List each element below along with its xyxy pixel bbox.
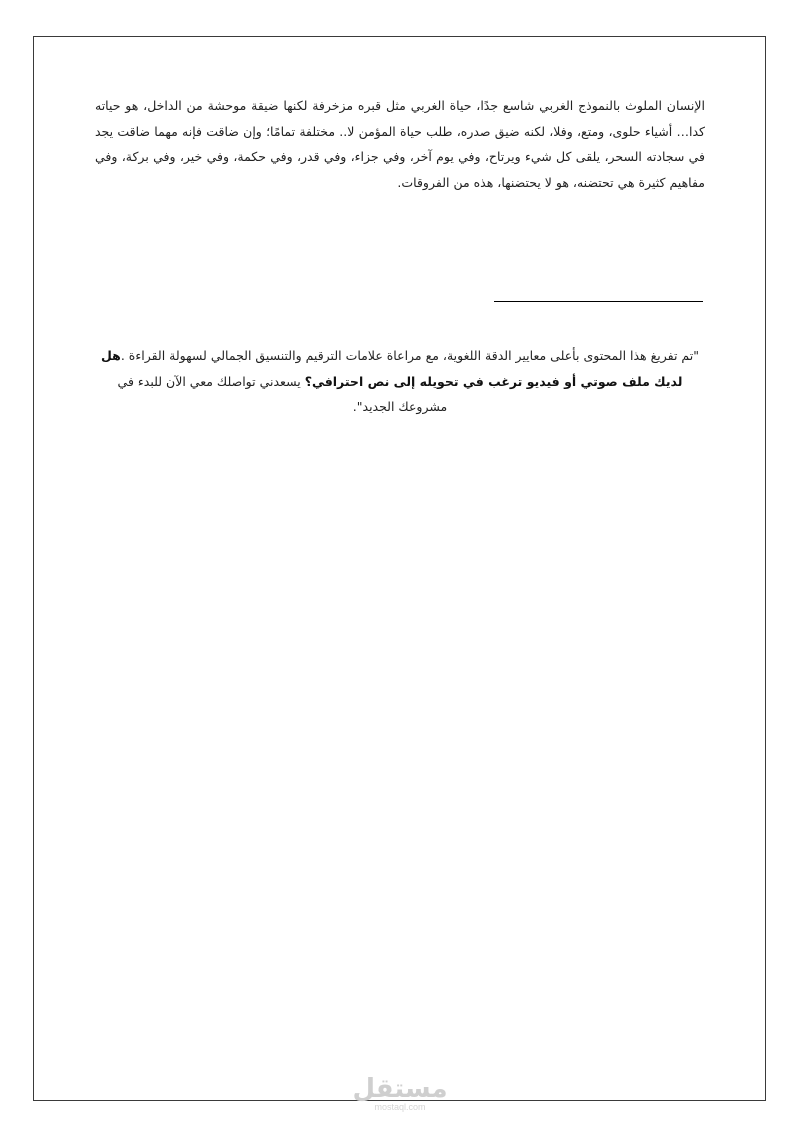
- note-text-start: "تم تفريغ هذا المحتوى بأعلى معايير الدقة اللغوية، مع مراعاة علامات الترقيم والتنسيق الجمالي لسهولة القراءة .: [120, 348, 699, 363]
- note-paragraph: [95, 343, 705, 420]
- separator-line: [494, 301, 703, 302]
- page-border: [33, 36, 766, 1104]
- watermark: [340, 1076, 460, 1112]
- watermark-logo: مستقل: [352, 1074, 448, 1104]
- watermark-url: mostaql.com: [374, 1102, 426, 1112]
- body-paragraph: الإنسان الملوث بالنموذج الغربي شاسع جدًا، حياة الغربي مثل قبره مزخرفة لكنها ضيقة موحشة من الداخل، هو حياته كدا… أشياء حلوى، ومتع، وفلا، لكنه ضيق صدره، طلب حياة المؤمن لا.. مختلفة تمامًا؛ وإن ضاقت فإنه مهما ضاقت يجد في سجادته السحر، يلقى كل شيء ويرتاح، وفي يوم آخر، وفي جزاء، وفي قدر، وفي حكمة، وفي خير، وفي بركة، وفي مفاهيم كثيرة هي تحتضنه، هو لا يحتضنها، هذه من الفروقات.: [95, 98, 705, 190]
- note-text-end: يسعدني تواصلك معي الآن للبدء في مشروعك الجديد".: [117, 373, 448, 414]
- note-question-bold: هل لديك ملف صوتي أو فيديو ترغب في تحويله إلى نص احترافي؟: [101, 348, 683, 389]
